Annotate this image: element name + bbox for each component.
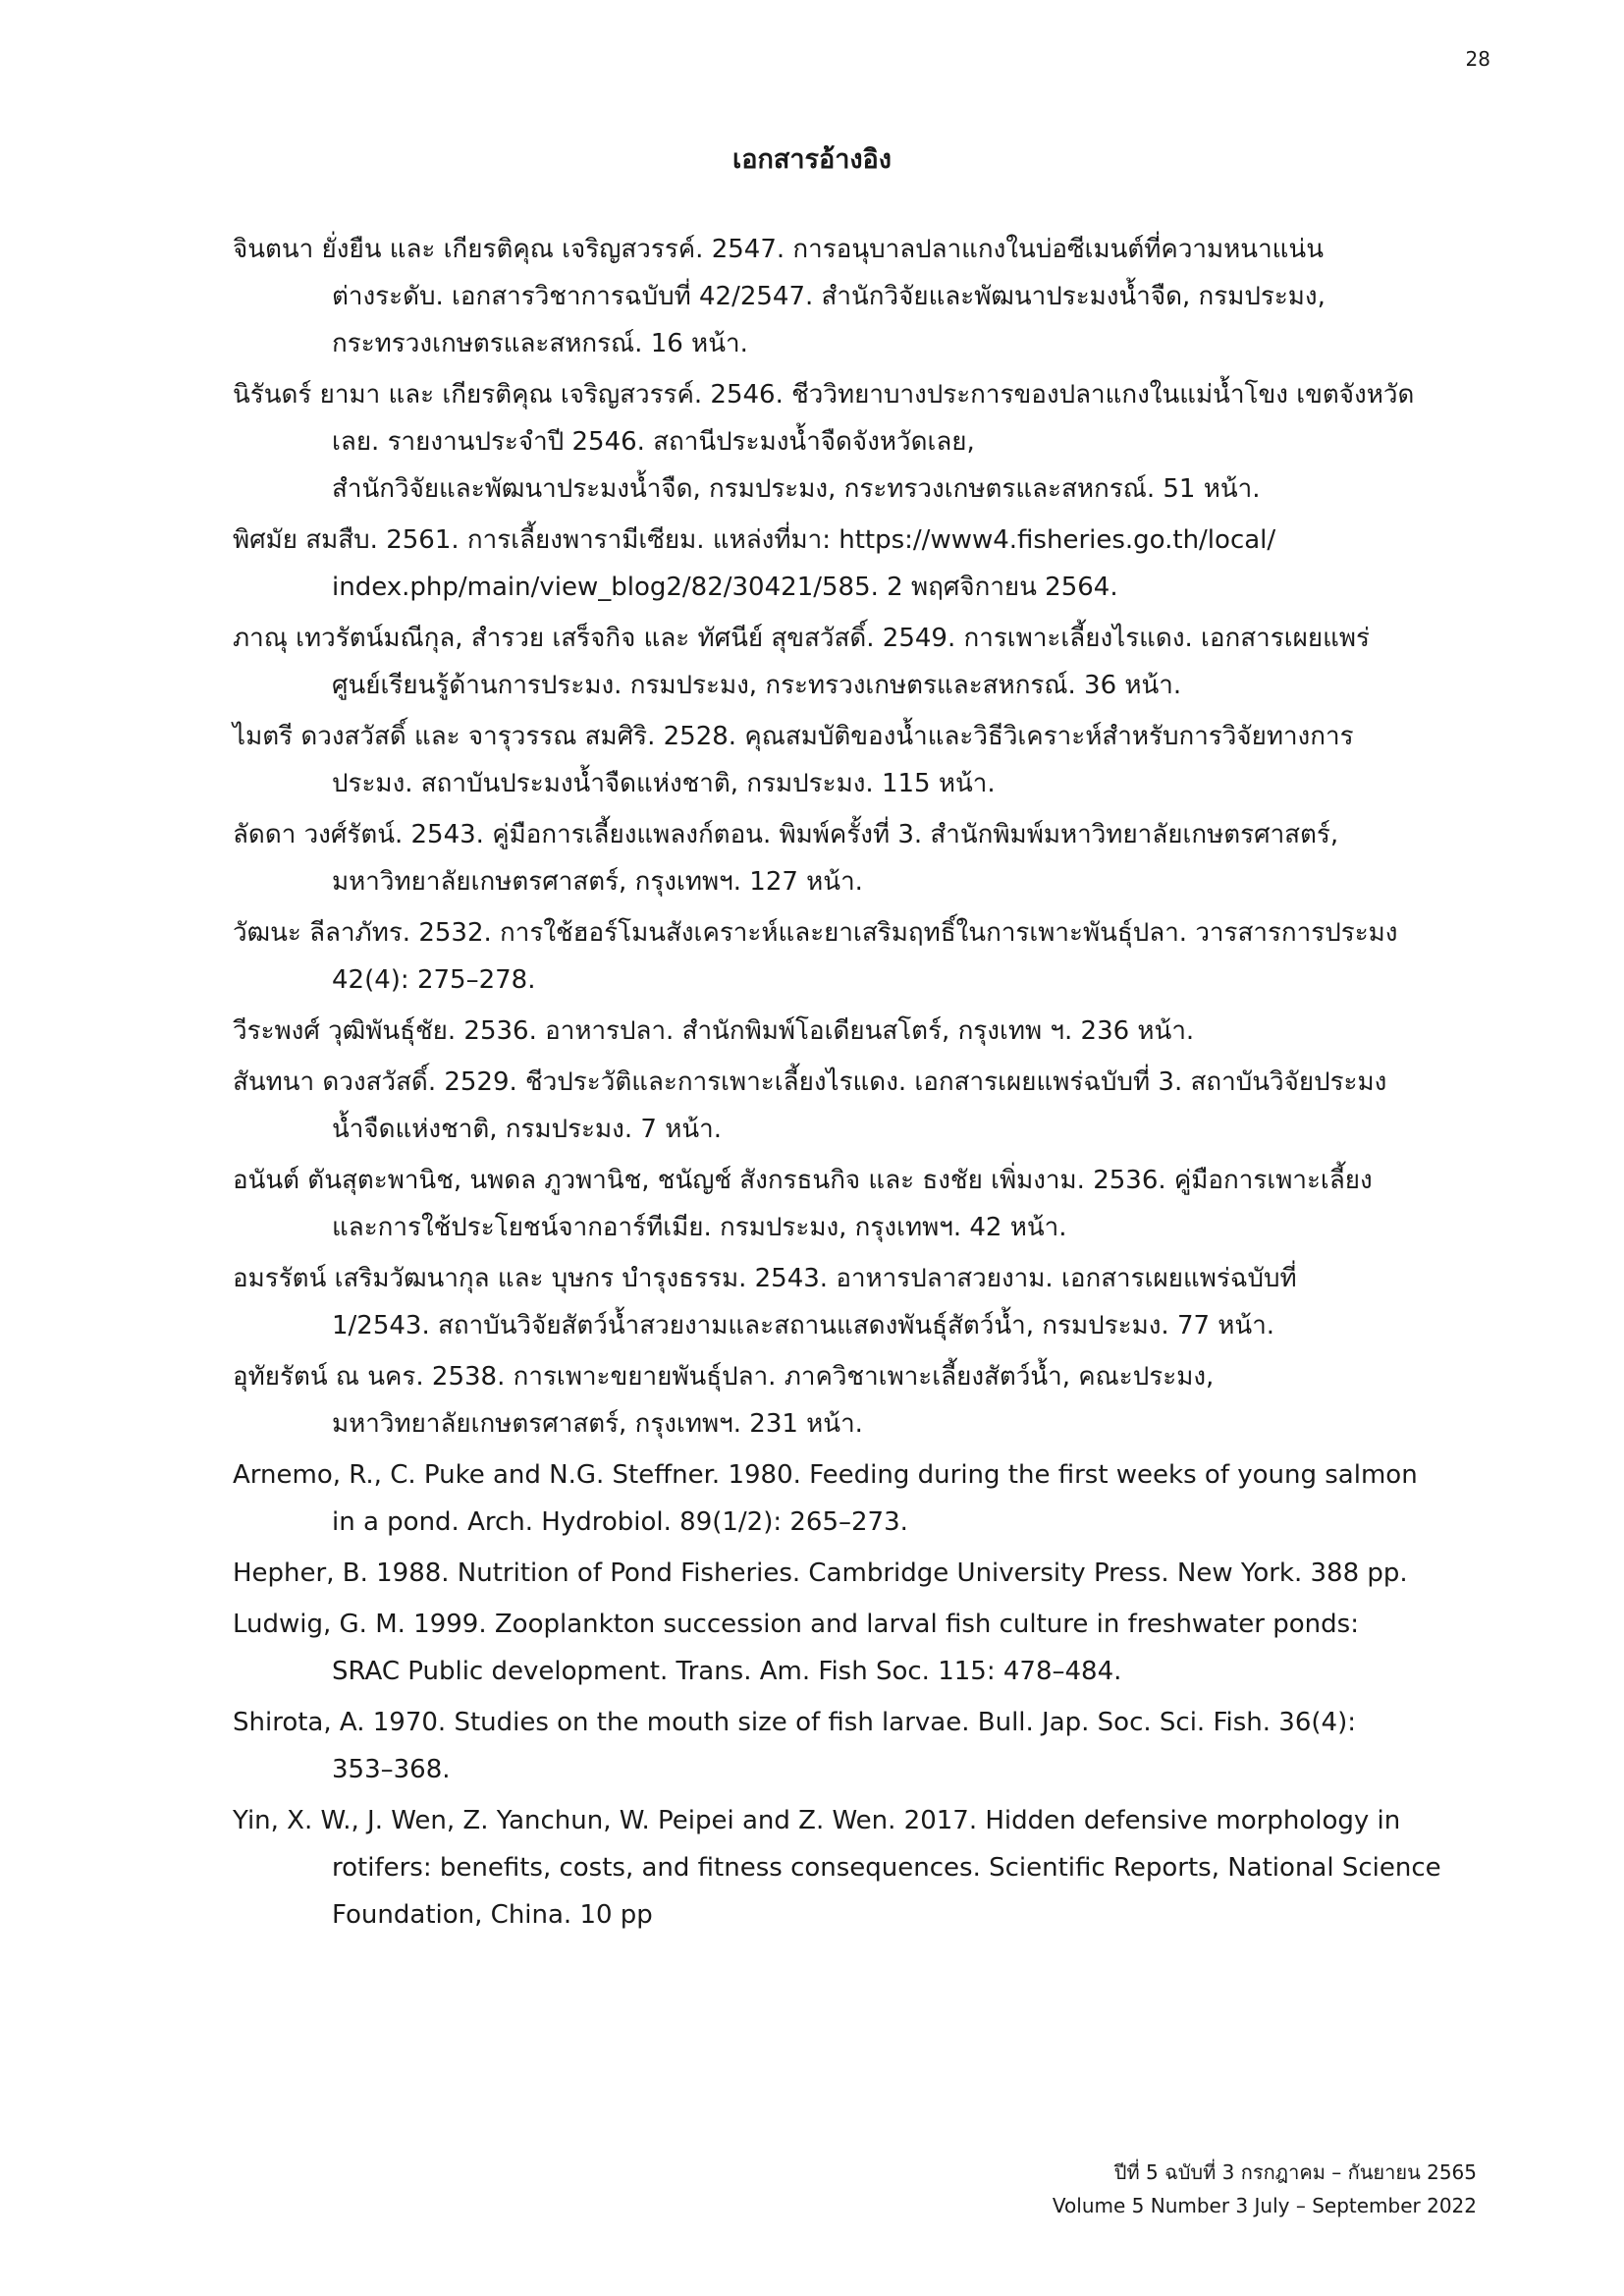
reference-item (233, 1699, 1478, 1793)
reference-line: 42(4): 275–278. (332, 965, 536, 995)
reference-item (233, 811, 1478, 905)
reference-line: นิรันดร์ ยามา และ เกียรติคุณ เจริญสวรรค์. 2546. ชีววิทยาบางประการของปลาแกงในแม่น้ำโขง เขตจังหวัด (233, 380, 1415, 410)
reference-line: Ludwig, G. M. 1999. Zooplankton succession and larval fish culture in freshwater ponds: (233, 1610, 1359, 1639)
reference-item (233, 1451, 1478, 1546)
reference-line: rotifers: benefits, costs, and fitness consequences. Scientific Reports, National Science (332, 1853, 1441, 1883)
reference-line: และการใช้ประโยชน์จากอาร์ทีเมีย. กรมประมง, กรุงเทพฯ. 42 หน้า. (332, 1213, 1067, 1242)
reference-line: กระทรวงเกษตรและสหกรณ์. 16 หน้า. (332, 329, 748, 358)
reference-line: สำนักวิจัยและพัฒนาประมงน้ำจืด, กรมประมง, กระทรวงเกษตรและสหกรณ์. 51 หน้า. (332, 474, 1261, 504)
reference-item (233, 713, 1478, 807)
reference-item (233, 371, 1478, 513)
reference-line: มหาวิทยาลัยเกษตรศาสตร์, กรุงเทพฯ. 231 หน้า. (332, 1409, 863, 1439)
footer (1053, 2156, 1477, 2222)
reference-item (233, 1059, 1478, 1153)
reference-item (233, 1797, 1478, 1939)
reference-item (233, 1353, 1478, 1448)
reference-list (233, 226, 1478, 1942)
reference-item (233, 226, 1478, 367)
reference-line: พิศมัย สมสืบ. 2561. การเลี้ยงพารามีเซียม. แหล่งที่มา: https://www4.fisheries.go.th/local/ (233, 525, 1276, 555)
reference-line: Arnemo, R., C. Puke and N.G. Steffner. 1980. Feeding during the first weeks of young salmon (233, 1460, 1418, 1490)
reference-line: ไมตรี ดวงสวัสดิ์ และ จารุวรรณ สมศิริ. 2528. คุณสมบัติของน้ำและวิธีวิเคราะห์สำหรับการวิจัยทางการ (233, 722, 1354, 751)
reference-line: Hepher, B. 1988. Nutrition of Pond Fisheries. Cambridge University Press. New York. 388 pp. (233, 1558, 1408, 1588)
reference-line: ศูนย์เรียนรู้ด้านการประมง. กรมประมง, กระทรวงเกษตรและสหกรณ์. 36 หน้า. (332, 671, 1182, 700)
reference-line: ภาณุ เทวรัตน์มณีกุล, สำรวย เสร็จกิจ และ ทัศนีย์ สุขสวัสดิ์. 2549. การเพาะเลี้ยงไรแดง. เอกสารเผยแพร่ (233, 624, 1370, 653)
footer-thai: ปีที่ 5 ฉบับที่ 3 กรกฎาคม – กันยายน 2565 (1113, 2160, 1477, 2184)
reference-line: 1/2543. สถาบันวิจัยสัตว์น้ำสวยงามและสถานแสดงพันธุ์สัตว์น้ำ, กรมประมง. 77 หน้า. (332, 1311, 1275, 1340)
reference-line: อนันต์ ตันสุตะพานิช, นพดล ภูวพานิช, ชนัญช์ สังกรธนกิจ และ ธงชัย เพิ่มงาม. 2536. คู่มือการเพาะเลี้ยง (233, 1166, 1373, 1195)
reference-item (233, 1550, 1478, 1597)
reference-line: 353–368. (332, 1755, 451, 1784)
reference-line: index.php/main/view_blog2/82/30421/585. 2 พฤศจิกายน 2564. (332, 573, 1118, 602)
page-title: เอกสารอ้างอิง (732, 144, 892, 175)
reference-item (233, 1601, 1478, 1695)
page-number: 28 (1465, 47, 1490, 71)
reference-line: น้ำจืดแห่งชาติ, กรมประมง. 7 หน้า. (332, 1115, 722, 1144)
reference-item (233, 517, 1478, 611)
reference-line: อมรรัตน์ เสริมวัฒนากุล และ บุษกร บำรุงธรรม. 2543. อาหารปลาสวยงาม. เอกสารเผยแพร่ฉบับที่ (233, 1264, 1297, 1293)
reference-line: มหาวิทยาลัยเกษตรศาสตร์, กรุงเทพฯ. 127 หน้า. (332, 867, 863, 897)
reference-item (233, 1255, 1478, 1349)
reference-line: สันทนา ดวงสวัสดิ์. 2529. ชีวประวัติและการเพาะเลี้ยงไรแดง. เอกสารเผยแพร่ฉบับที่ 3. สถาบันวิจัยประมง (233, 1067, 1387, 1097)
reference-line: SRAC Public development. Trans. Am. Fish Soc. 115: 478–484. (332, 1657, 1122, 1686)
reference-line: เลย. รายงานประจำปี 2546. สถานีประมงน้ำจืดจังหวัดเลย, (332, 427, 975, 457)
reference-item (233, 1008, 1478, 1055)
reference-item (233, 615, 1478, 709)
reference-line: ประมง. สถาบันประมงน้ำจืดแห่งชาติ, กรมประมง. 115 หน้า. (332, 769, 996, 798)
reference-item (233, 909, 1478, 1004)
reference-line: in a pond. Arch. Hydrobiol. 89(1/2): 265–273. (332, 1507, 908, 1537)
reference-line: วีระพงศ์ วุฒิพันธุ์ชัย. 2536. อาหารปลา. สำนักพิมพ์โอเดียนสโตร์, กรุงเทพ ฯ. 236 หน้า. (233, 1016, 1195, 1046)
reference-line: Yin, X. W., J. Wen, Z. Yanchun, W. Peipei and Z. Wen. 2017. Hidden defensive morphology in (233, 1806, 1401, 1835)
reference-item (233, 1157, 1478, 1251)
reference-line: Foundation, China. 10 pp (332, 1900, 653, 1930)
reference-line: Shirota, A. 1970. Studies on the mouth size of fish larvae. Bull. Jap. Soc. Sci. Fish. 36(4): (233, 1708, 1356, 1737)
reference-line: จินตนา ยั่งยืน และ เกียรติคุณ เจริญสวรรค์. 2547. การอนุบาลปลาแกงในบ่อซีเมนต์ที่ความหนาแน่น (233, 235, 1324, 264)
footer-english: Volume 5 Number 3 July – September 2022 (1052, 2194, 1477, 2217)
reference-line: อุทัยรัตน์ ณ นคร. 2538. การเพาะขยายพันธุ์ปลา. ภาควิชาเพาะเลี้ยงสัตว์น้ำ, คณะประมง, (233, 1362, 1215, 1392)
reference-line: วัฒนะ ลีลาภัทร. 2532. การใช้ฮอร์โมนสังเคราะห์และยาเสริมฤทธิ์ในการเพาะพันธุ์ปลา. วารสารการประมง (233, 918, 1398, 948)
reference-line: ต่างระดับ. เอกสารวิชาการฉบับที่ 42/2547. สำนักวิจัยและพัฒนาประมงน้ำจืด, กรมประมง, (332, 282, 1326, 311)
reference-line: ลัดดา วงศ์รัตน์. 2543. คู่มือการเลี้ยงแพลงก์ตอน. พิมพ์ครั้งที่ 3. สำนักพิมพ์มหาวิทยาลัยเกษตรศาสตร์, (233, 820, 1339, 849)
